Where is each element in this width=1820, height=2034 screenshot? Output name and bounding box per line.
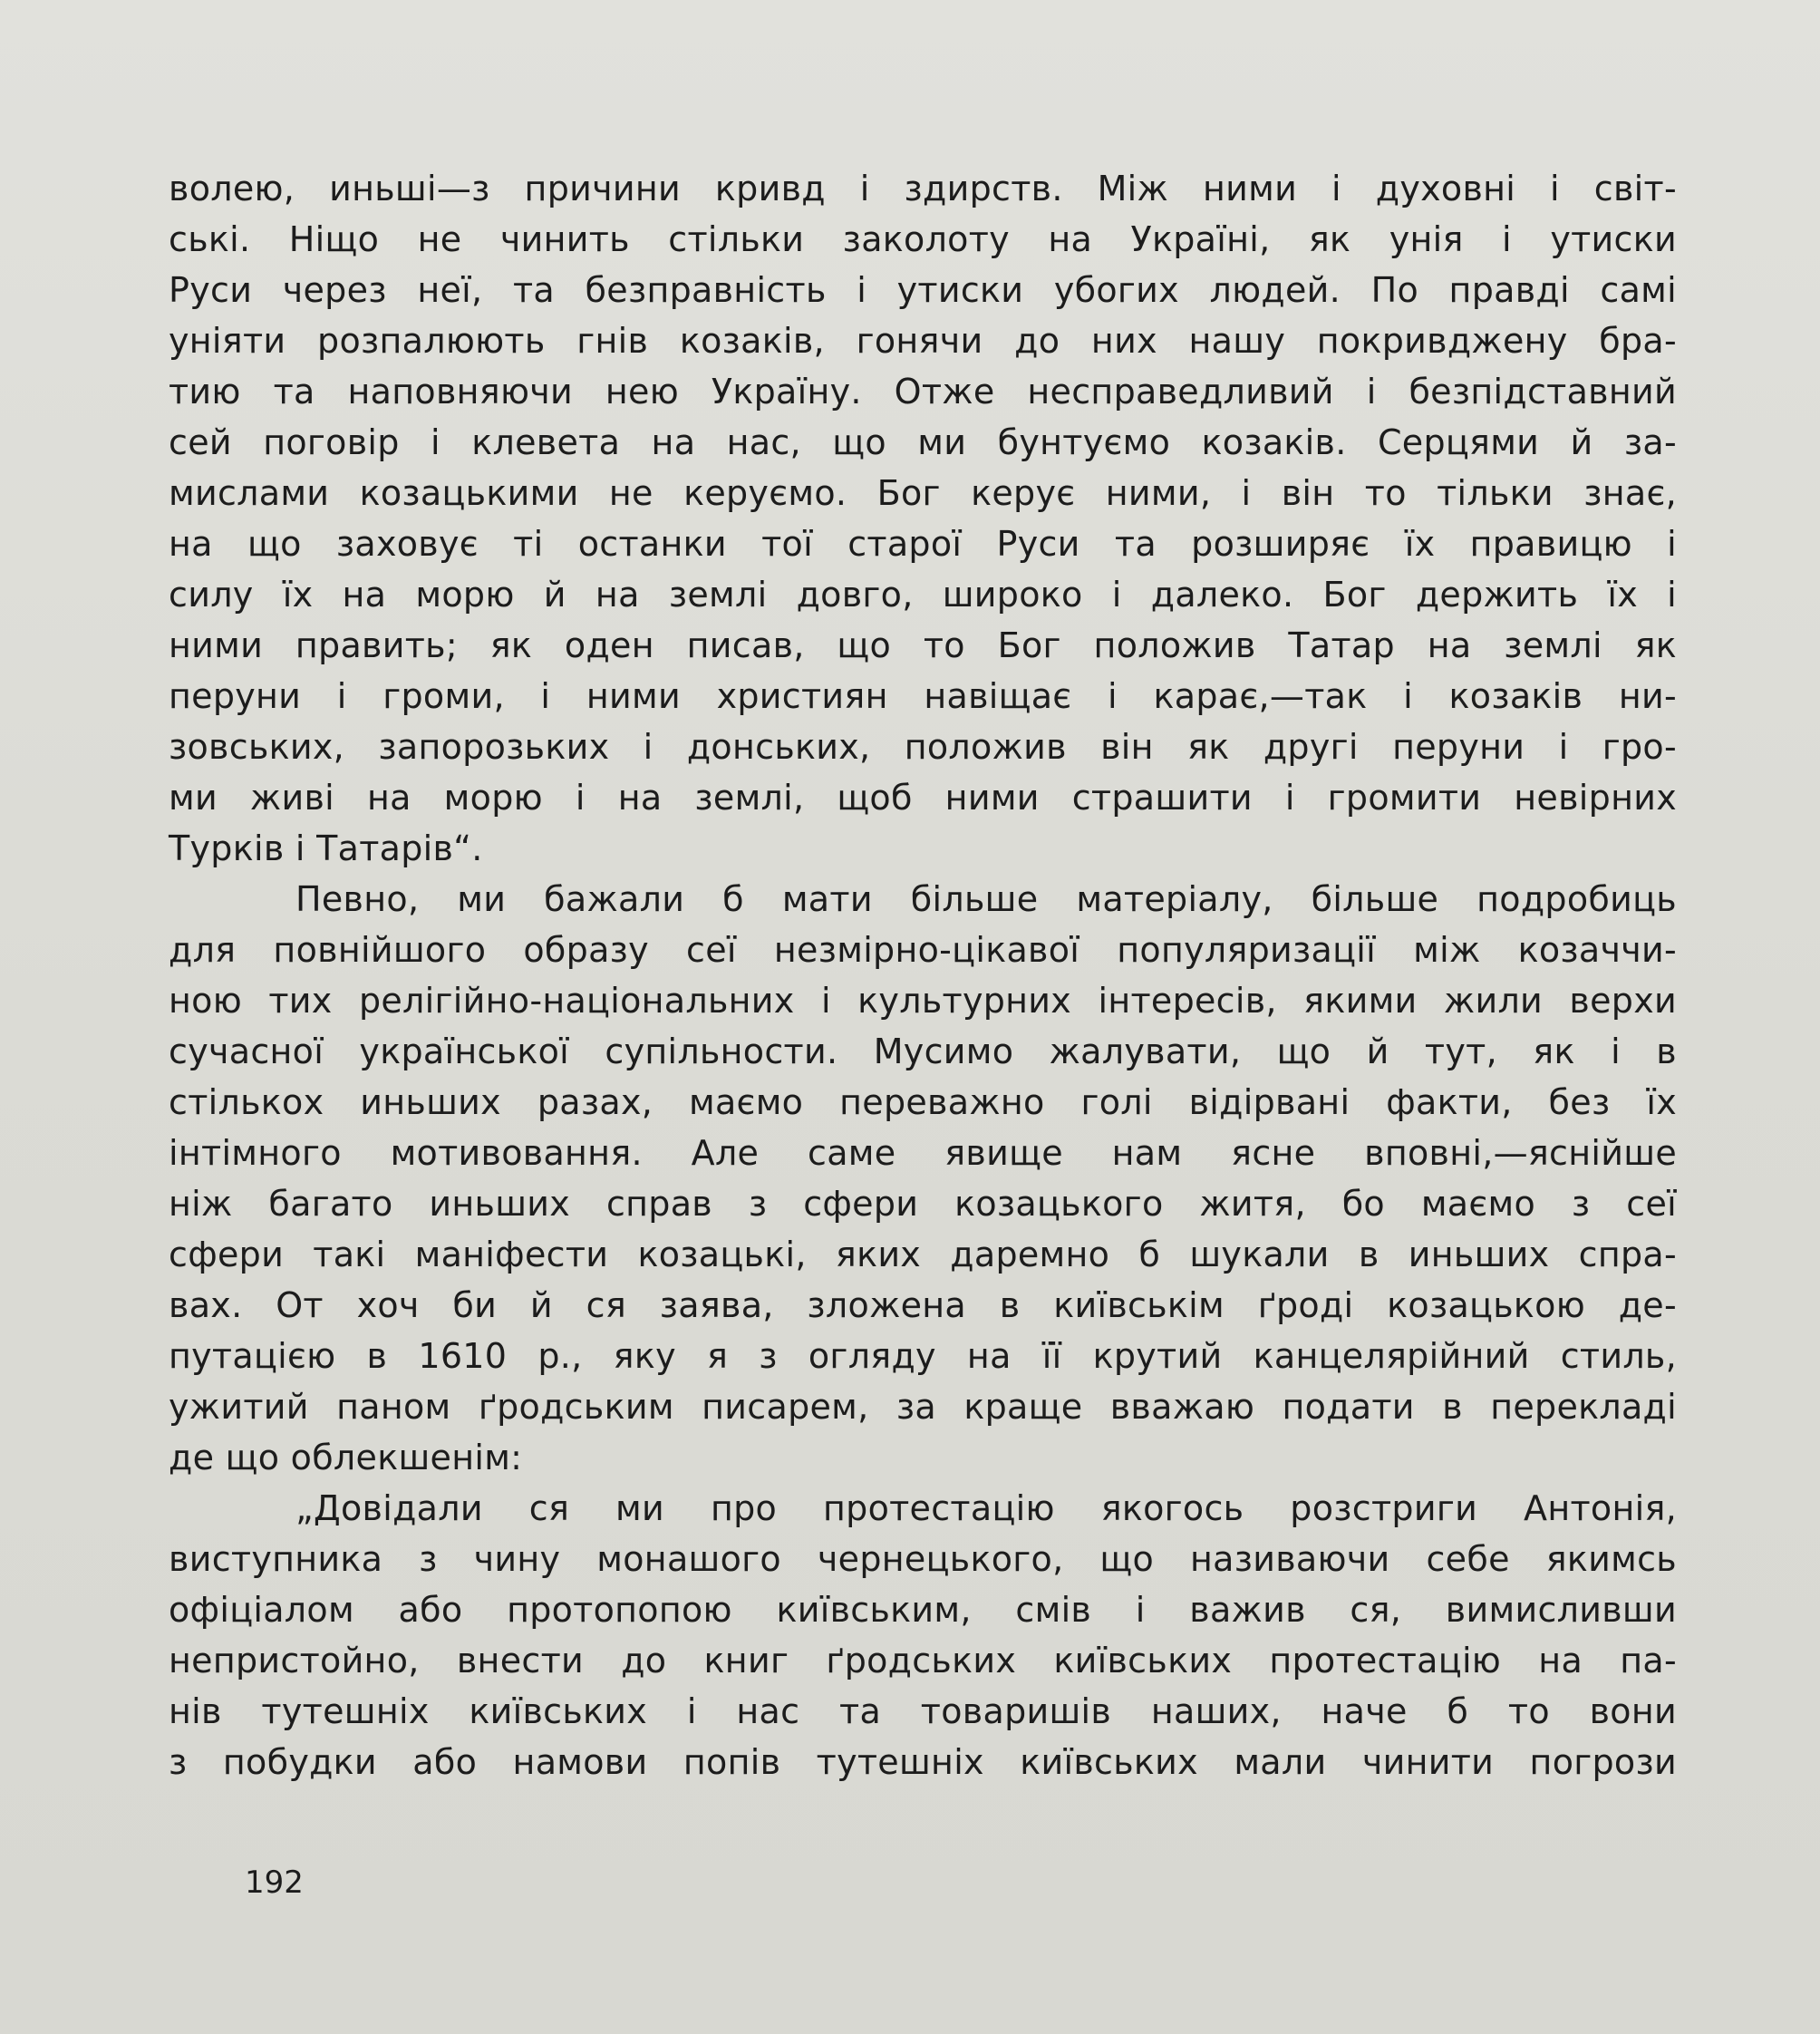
text-line: на що заховує ті останки тої старої Руси та розширяє їх правицю і [169, 524, 1677, 564]
paragraph-1 [169, 163, 1677, 874]
text-line: ною тих релігійно-національних і культурних інтересів, якими жили верхи [169, 981, 1677, 1021]
text-line: тию та наповняючи нею Україну. Отже несправедливий і безпідставний [169, 372, 1677, 412]
text-line: непристойно, внести до книг ґродських київських протестацію на па- [169, 1641, 1677, 1680]
text-line: ними править; як оден писав, що то Бог положив Татар на землі як [169, 625, 1677, 665]
text-line: стількох иньших разах, маємо переважно голі відірвані факти, без їх [169, 1082, 1677, 1122]
text-line: сучасної української супільности. Мусимо жалувати, що й тут, як і в [169, 1032, 1677, 1071]
text-line: виступника з чину монашого чернецького, що називаючи себе якимсь [169, 1539, 1677, 1579]
text-line: перуни і громи, і ними християн навіщає і карає,—так і козаків ни- [169, 676, 1677, 716]
text-line: для повнійшого образу сеї незмірно-цікавої популяризації між козаччи- [169, 930, 1677, 970]
text-line: сей поговір і клевета на нас, що ми бунтуємо козаків. Серцями й за- [169, 422, 1677, 462]
text-line: зовських, запорозьких і донських, положив він як другі перуни і гро- [169, 727, 1677, 767]
text-line: „Довідали ся ми про протестацію якогось розстриги Антонія, [295, 1488, 1677, 1528]
text-line: ніж багато иньших справ з сфери козацького житя, бо маємо з сеї [169, 1184, 1677, 1224]
text-line: Певно, ми бажали б мати більше матеріалу, більше подробиць [295, 879, 1677, 919]
text-line: волею, иньші—з причини кривд і здирств. Між ними і духовні і світ- [169, 169, 1677, 208]
text-line: сфери такі маніфести козацькі, яких даремно б шукали в иньших спра- [169, 1235, 1677, 1274]
text-line: офіціалом або протопопою київським, смів і важив ся, вимисливши [169, 1590, 1677, 1630]
text-line: інтімного мотивовання. Але саме явище нам ясне вповні,—яснійше [169, 1133, 1677, 1173]
page-number: 192 [245, 1864, 304, 1901]
text-line: Турків і Татарів“. [169, 828, 483, 868]
text-line: вах. От хоч би й ся заява, зложена в київськім ґроді козацькою де- [169, 1285, 1677, 1325]
text-line: уніяти розпалюють гнів козаків, гонячи до них нашу покривджену бра- [169, 321, 1677, 361]
text-line: ми живі на морю і на землі, щоб ними страшити і громити невірних [169, 778, 1677, 818]
text-line: силу їх на морю й на землі довго, широко і далеко. Бог держить їх і [169, 575, 1677, 615]
paragraph-3-quote [169, 1483, 1677, 1787]
text-line: ужитий паном ґродським писарем, за краще вважаю подати в перекладі [169, 1387, 1677, 1427]
paragraph-2 [169, 874, 1677, 1483]
page-body-text [169, 163, 1677, 1787]
text-line: Руси через неї, та безправність і утиски убогих людей. По правді самі [169, 270, 1677, 310]
text-line: мислами козацькими не керуємо. Бог керує ними, і він то тільки знає, [169, 473, 1677, 513]
text-line: ські. Ніщо не чинить стільки заколоту на Україні, як унія і утиски [169, 219, 1677, 259]
text-line: де що облекшенім: [169, 1438, 523, 1477]
text-line: путацією в 1610 р., яку я з огляду на її крутий канцелярійний стиль, [169, 1336, 1677, 1376]
text-line: нів тутешніх київських і нас та товаришів наших, наче б то вони [169, 1691, 1677, 1731]
text-line: з побудки або намови попів тутешніх київських мали чинити погрози [169, 1742, 1677, 1782]
